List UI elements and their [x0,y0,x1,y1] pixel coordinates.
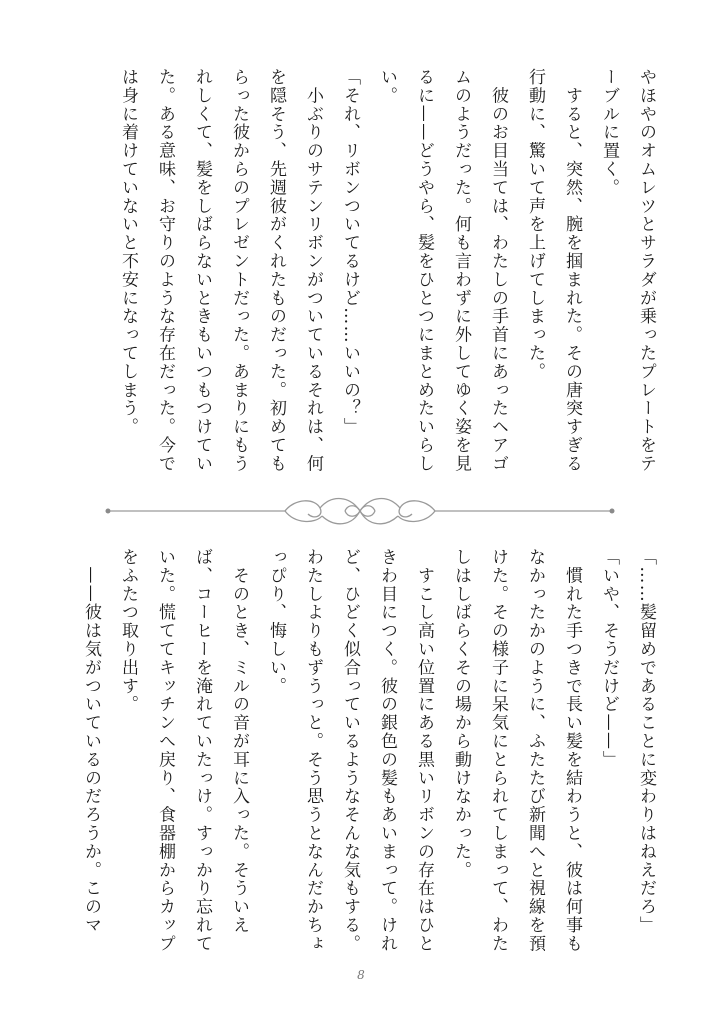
page-number: 8 [357,968,365,982]
bottom-text-block [81,548,664,953]
paragraph: すこし高い位置にある黒いリボンの存在はひときわ目につく。彼の銀色の髪もあいまって。けれど、ひどく似合っているようなそんな気もする。わたしよりもずうっと。そう思うとなんだかちょっぴり、悔しい。 [266,548,434,953]
paragraph: 慣れた手つきで長い髪を結わうと、彼は何事もなかったかのように、ふたたび新聞へと視線を預けた。その様子に呆気にとられてしまって、わたしはしばらくその場から動けなかった。 [451,548,582,953]
paragraph: 「いや、そうだけど——」 [599,548,619,769]
paragraph: そのとき、ミルの音が耳に入った。そういえば、コーヒーを淹れていたっけ。すっかり忘れていた。慌ててキッチンへ戻り、食器棚からカップをふたつ取り出す。 [118,548,249,953]
paragraph: やほやのオムレツとサラダが乗ったプレートをテーブルに置く。 [599,68,656,473]
paragraph: 「……髪留めであることに変わりはねえだろ」 [636,548,656,935]
ornamental-divider-icon [100,486,620,536]
paragraph: ——彼は気がついているのだろうか。このマ [81,548,101,935]
paragraph: 彼のお目当ては、わたしの手首にあったヘアゴムのようだった。何も言わずに外してゆく姿を見るに——どうやら、髪をひとつにまとめたいらしい。 [377,68,508,473]
top-text-block [84,68,664,473]
paragraph: 「それ、リボンついてるけど……いいの？」 [340,68,360,436]
paragraph: すると、突然、腕を掴まれた。その唐突すぎる行動に、驚いて声を上げてしまった。 [525,68,582,473]
paragraph: 小ぶりのサテンリボンがついているそれは、何を隠そう、先週彼がくれたものだった。初めてもらった彼からのプレゼントだった。あまりにもうれしくて、髪をしばらないときもいつもつけていた。ある意味、お守りのような存在だった。今では身に着けていないと不安になってしまう。 [118,68,323,473]
